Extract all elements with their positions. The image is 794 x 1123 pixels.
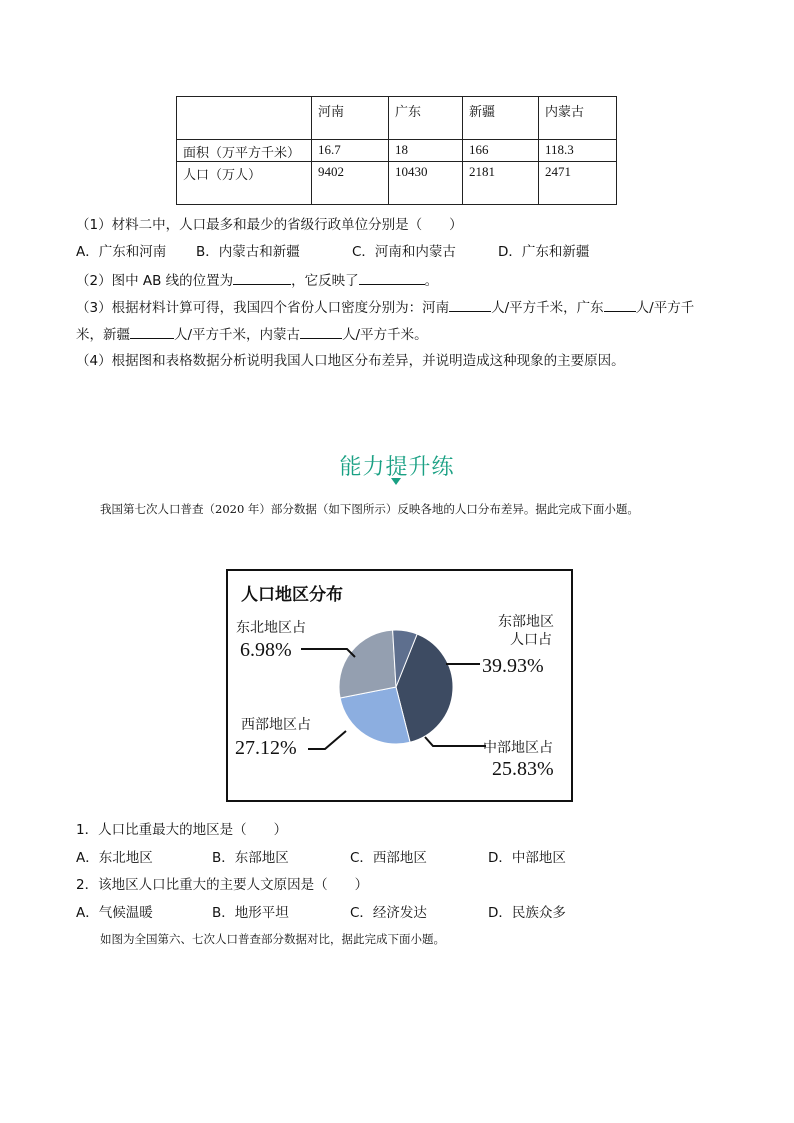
- question-2-text: [76, 270, 438, 290]
- option-b[interactable]: B．地形平坦: [212, 905, 289, 921]
- q2-part-a: （2）图中 AB 线的位置为: [76, 273, 234, 289]
- leader-line-central: [425, 737, 486, 746]
- q3-part-f: 人/平方千米。: [342, 327, 428, 343]
- table-cell: 河南: [312, 97, 389, 140]
- slice-value-west: 27.12%: [235, 737, 297, 759]
- option-d[interactable]: D．民族众多: [488, 905, 566, 921]
- table-cell: 2181: [463, 162, 539, 205]
- option-b[interactable]: B．东部地区: [212, 850, 289, 866]
- slice-label-east-line1: 东部地区: [498, 614, 554, 630]
- table-cell: 新疆: [463, 97, 539, 140]
- question-3-line-1: [76, 297, 694, 317]
- question-3-line-2: [76, 324, 428, 344]
- q3-part-a: （3）根据材料计算可得，我国四个省份人口密度分别为：河南: [76, 300, 450, 316]
- option-d[interactable]: D．广东和新疆: [498, 244, 590, 260]
- q2-part-b: ，它反映了: [291, 273, 359, 289]
- section-title: 能力提升练: [339, 455, 455, 480]
- q3-part-d: 米，新疆: [76, 327, 130, 343]
- answer-blank[interactable]: [300, 324, 342, 339]
- option-c[interactable]: C．经济发达: [350, 905, 427, 921]
- q3-part-c: 人/平方千: [635, 300, 695, 316]
- answer-blank[interactable]: [130, 324, 174, 339]
- table-cell: 人口（万人）: [177, 162, 312, 205]
- table-cell: [177, 97, 312, 140]
- table-cell: 广东: [389, 97, 463, 140]
- table-cell: 面积（万平方千米）: [177, 140, 312, 162]
- province-data-table: [176, 96, 617, 205]
- mcq-2-text: 2．该地区人口比重大的主要人文原因是（ ）: [76, 877, 369, 893]
- table-cell: 10430: [389, 162, 463, 205]
- option-a[interactable]: A．东北地区: [76, 850, 153, 866]
- table-row: [177, 140, 617, 162]
- intro-paragraph-2: 如图为全国第六、七次人口普查部分数据对比，据此完成下面小题。: [100, 932, 445, 946]
- table-header-row: [177, 97, 617, 140]
- slice-value-central: 25.83%: [492, 758, 554, 780]
- table-cell: 9402: [312, 162, 389, 205]
- option-c[interactable]: C．西部地区: [350, 850, 427, 866]
- slice-label-east-line2: 人口占: [510, 632, 552, 648]
- slice-value-east: 39.93%: [482, 655, 544, 677]
- pie-slice-west: [339, 630, 396, 698]
- table-cell: 166: [463, 140, 539, 162]
- intro-paragraph: 我国第七次人口普查（2020 年）部分数据（如下图所示）反映各地的人口分布差异。据此完成下面小题。: [100, 502, 639, 516]
- table-cell: 内蒙古: [539, 97, 617, 140]
- q3-part-b: 人/平方千米，广东: [491, 300, 604, 316]
- leader-line-west: [308, 731, 346, 749]
- option-a[interactable]: A．广东和河南: [76, 244, 167, 260]
- mcq-1-text: 1．人口比重最大的地区是（ ）: [76, 822, 288, 838]
- chart-title: 人口地区分布: [241, 585, 343, 605]
- leader-line-northeast: [301, 649, 355, 657]
- option-a[interactable]: A．气候温暖: [76, 905, 153, 921]
- q2-part-c: 。: [424, 273, 439, 289]
- population-pie-chart: [226, 569, 573, 802]
- section-marker-icon: [391, 478, 401, 485]
- table-cell: 118.3: [539, 140, 617, 162]
- q3-part-e: 人/平方千米，内蒙古: [174, 327, 301, 343]
- slice-label-west: 西部地区占: [241, 717, 311, 733]
- answer-blank[interactable]: [233, 270, 291, 285]
- option-c[interactable]: C．河南和内蒙古: [352, 244, 456, 260]
- question-4-text: （4）根据图和表格数据分析说明我国人口地区分布差异，并说明造成这种现象的主要原因。: [76, 353, 625, 369]
- option-b[interactable]: B．内蒙古和新疆: [196, 244, 300, 260]
- slice-label-northeast: 东北地区占: [236, 620, 306, 636]
- slice-label-central: 中部地区占: [483, 740, 553, 756]
- table-cell: 18: [389, 140, 463, 162]
- answer-blank[interactable]: [359, 270, 425, 285]
- table-cell: 16.7: [312, 140, 389, 162]
- table-cell: 2471: [539, 162, 617, 205]
- answer-blank[interactable]: [604, 297, 636, 312]
- table-row: [177, 162, 617, 205]
- question-1-text: （1）材料二中，人口最多和最少的省级行政单位分别是（ ）: [76, 217, 463, 233]
- option-d[interactable]: D．中部地区: [488, 850, 566, 866]
- slice-value-northeast: 6.98%: [240, 639, 292, 661]
- answer-blank[interactable]: [449, 297, 491, 312]
